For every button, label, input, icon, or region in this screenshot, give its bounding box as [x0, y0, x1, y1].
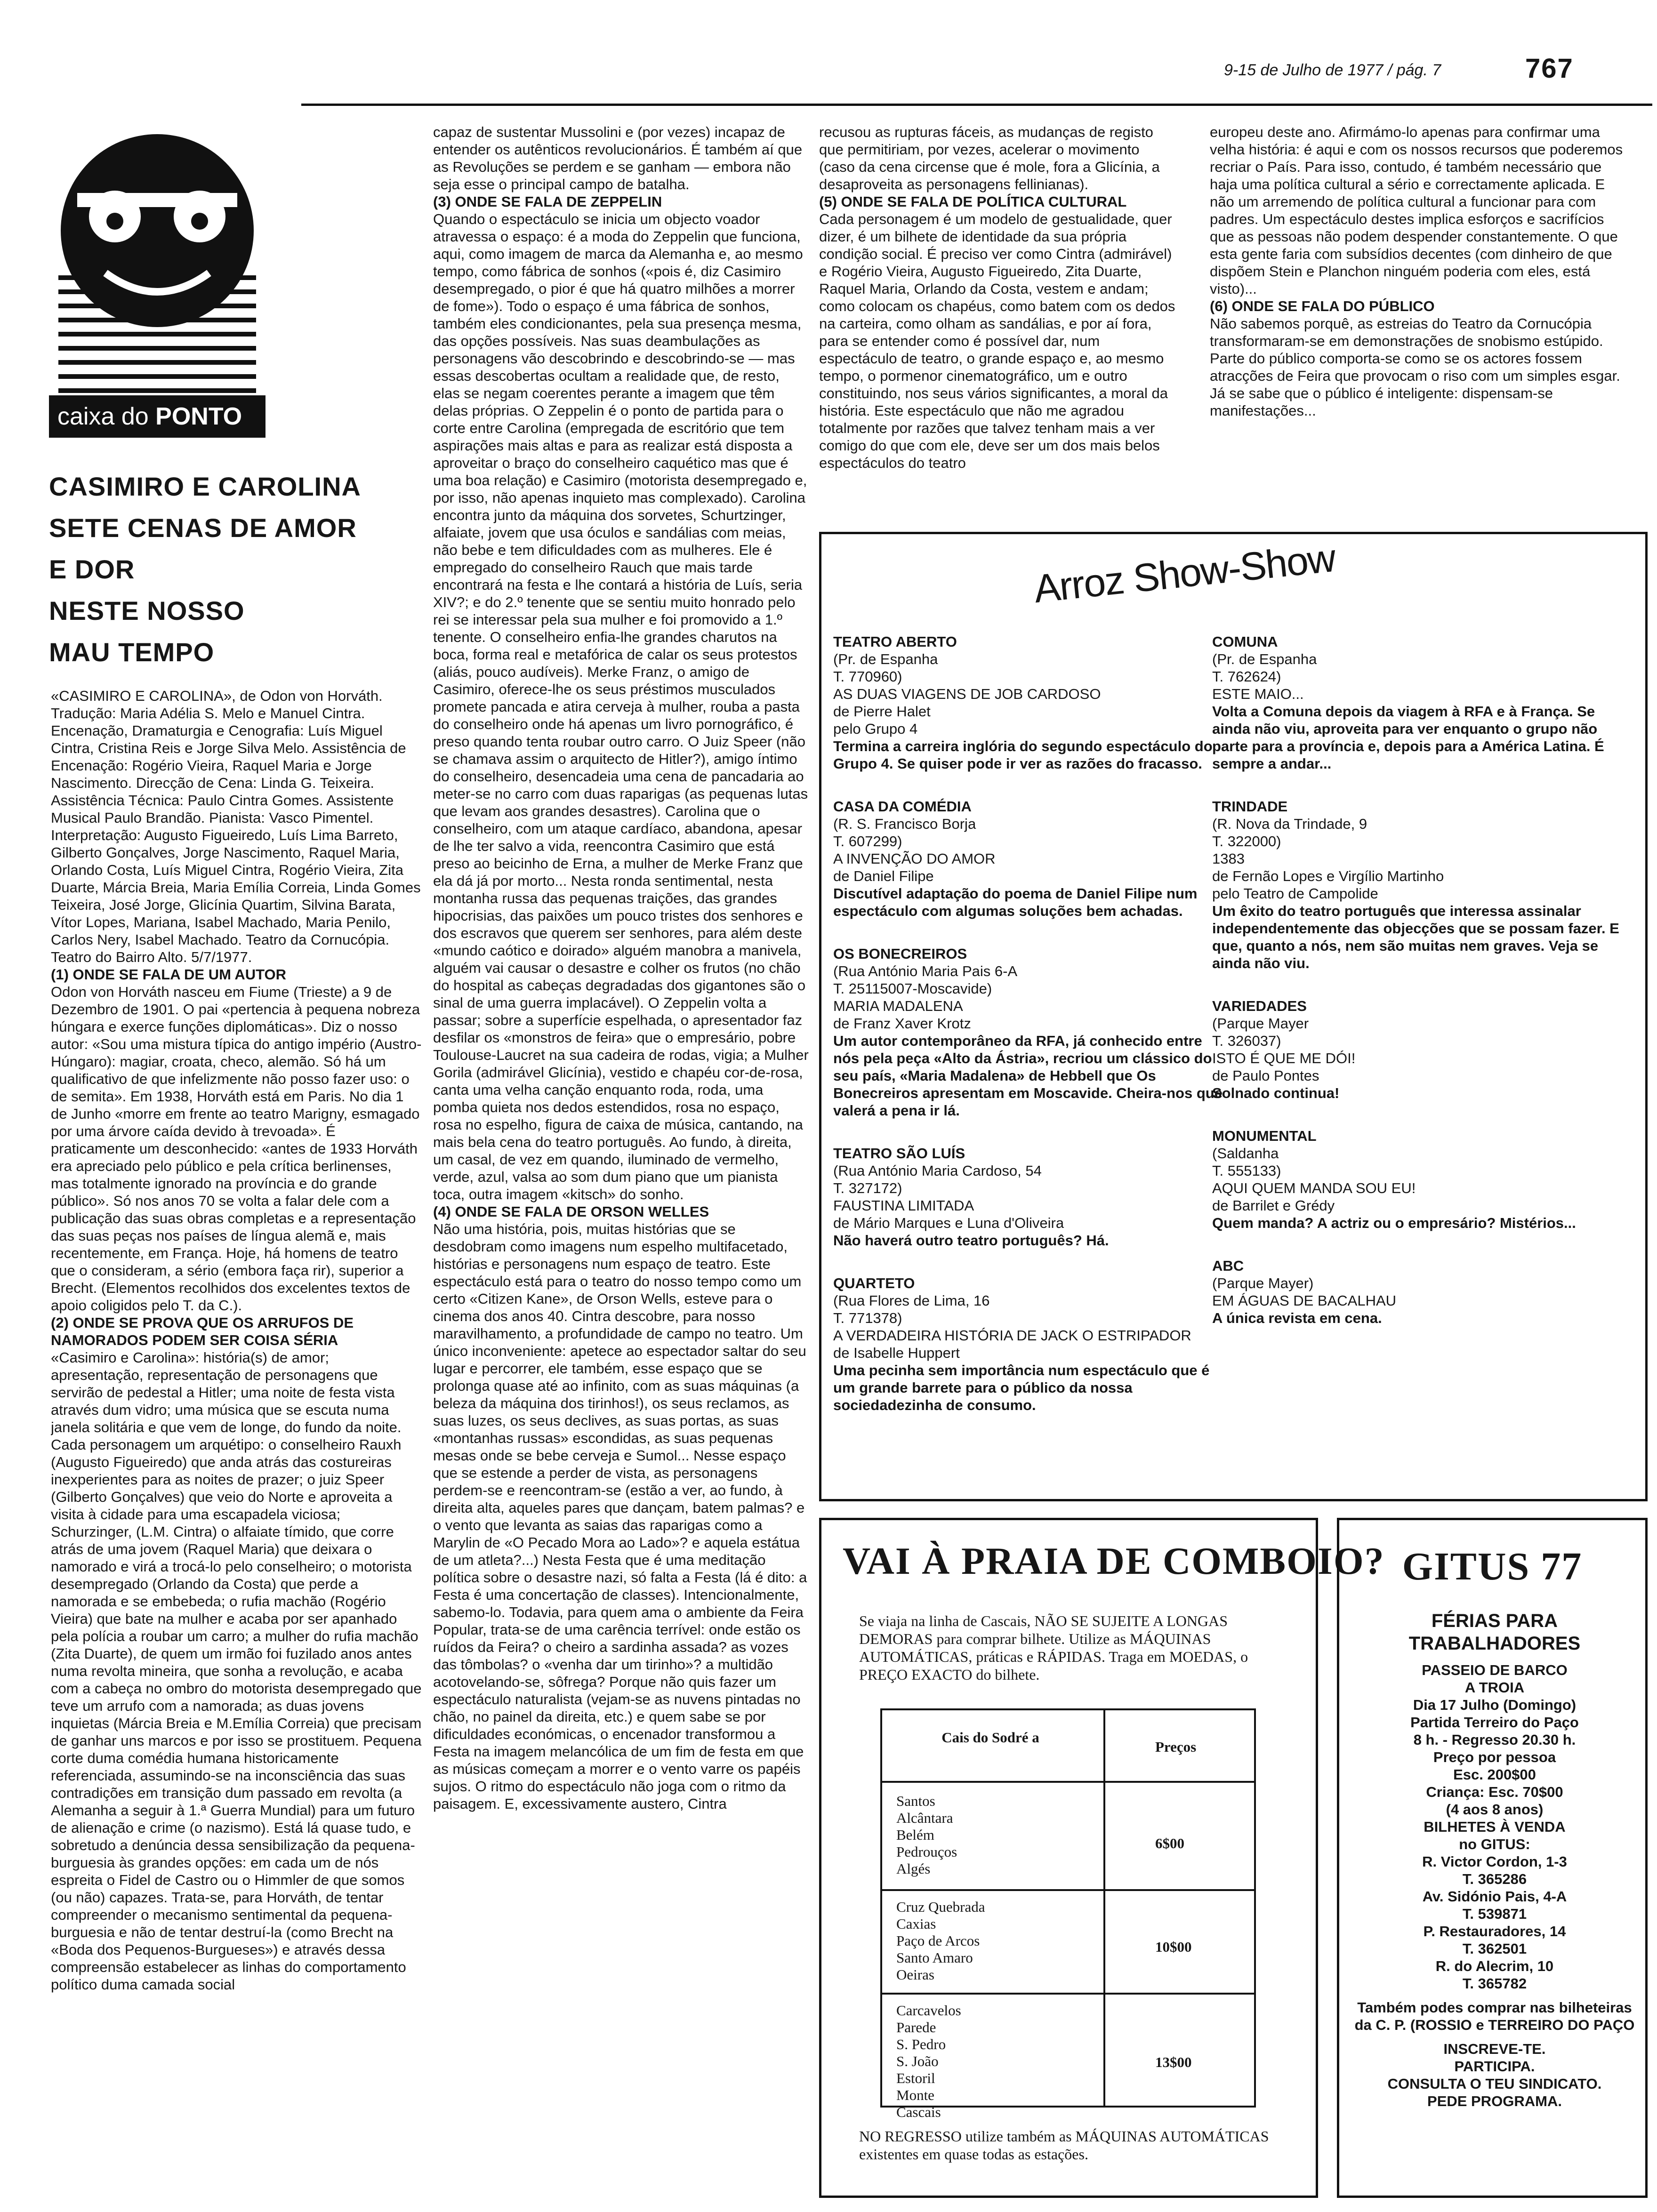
play-title: FAUSTINA LIMITADA — [833, 1197, 974, 1214]
play-title: A VERDADEIRA HISTÓRIA DE JACK O ESTRIPADOR — [833, 1327, 1191, 1344]
top-rule — [301, 104, 1652, 106]
play-credits: pelo Grupo 4 — [833, 721, 918, 737]
gitus-title: GITUS 77 — [1402, 1545, 1583, 1588]
train-ad-footer: NO REGRESSO utilize também as MÁQUINAS AUTOMÁTICAS existentes em quase todas as estações. — [859, 2128, 1269, 2163]
play-credits: de Franz Xaver Krotz — [833, 1015, 971, 1032]
venue-phone: T. 770960) — [833, 668, 902, 685]
train-ad-intro: Se viaja na linha de Cascais, NÃO SE SUJEITE A LONGAS DEMORAS para comprar bilhete. Utilize as MÁQUINAS AUTOMÁTICAS, práticas e RÁPIDAS. Traga em MOEDAS, o PREÇO EXACTO do bilhete. — [859, 1612, 1248, 1683]
station-name: Algés — [896, 1860, 931, 1877]
station-name: Oeiras — [896, 1966, 934, 1983]
section-logo — [49, 122, 265, 438]
table-header-price: Preços — [1155, 1739, 1197, 1755]
fare-stops — [896, 1899, 985, 1983]
venue-address: (R. S. Francisco Borja — [833, 816, 976, 832]
fare-table — [880, 1708, 1256, 2120]
section-heading: (1) ONDE SE FALA DE UM AUTOR — [51, 966, 287, 983]
play-credits: de Paulo Pontes — [1212, 1067, 1319, 1084]
station-name: Alcântara — [896, 1810, 953, 1826]
paragraph: Não uma história, pois, muitas histórias que se desdobram como imagens num espelho multifacetado, histórias e personagens num espaço de teatro. Este espectáculo está para o teatro do nosso tempo como um certo «Citizen Kane», de Orson Wells, esteve para o cinema dos anos 40. Cintra descobre, para nosso maravilhamento, a profundidade de campo no teatro. Um único inconveniente: apetece ao espectador saltar do seu lugar e percorrer, ele também, esse espaço que se prolonga quase até ao infinito, com as suas máquinas (a beleza da máquina dos tirinhos!), os seus reclamos, as suas luzes, os seus declives, as suas portas, as suas «montanhas russas» escondidas, as suas pequenas mesas onde se bebe cerveja e Sumol... Nesse espaço que se estende a perder de vista, as personagens perdem-se e reencontram-se (estão a ver, ao fundo, à direita alta, aqueles pares que dançam, batem palmas? e o vento que levanta as saias das raparigas como a Marylin de «O Pecado Mora ao Lado»? e aquela estátua de um atleta?...) Nesta Festa que é uma meditação política sobre o desastre nazi, só falta a Festa (lá é dito: a Festa é uma concertação de classes). Intencionalmente, sabemo-lo. Todavia, para quem ama o ambiente da Feira Popular, trata-se de uma carência terrível: onde estão os ruídos da Feira? o cheiro a sardinha assada? as vozes das tômbolas? o «venha dar um tirinho»? a multidão acotovelando-se, sôfrega? Porque não quis fazer um espectáculo naturalista (vejam-se as nuvens pintadas no chão, no painel da direita, etc.) e quem sabe se por dificuldades económicas, o encenador transformou a Festa na imagem melancólica de um fim de festa em que as músicas começam a morrer e o vento varre os papéis sujos. O ritmo do espectáculo não joga com o ritmo da paisagem. E, excessivamente austero, Cintra — [433, 1221, 807, 1812]
venue-address: (R. Nova da Trindade, 9 — [1212, 816, 1367, 832]
theatre-listings-box — [819, 532, 1648, 1501]
glasses-face-icon — [49, 122, 265, 395]
venue-address: (Rua António Maria Cardoso, 54 — [833, 1162, 1042, 1179]
venue-note: Um autor contemporâneo da RFA, já conhecido entre nós pela peça «Alto da Ástria», recriou um clássico do seu país, «Maria Madalena» de Hebbell que Os Bonecreiros apresentam em Moscavide. Cheira-nos que valerá a pena ir lá. — [833, 1033, 1223, 1119]
venue-listing — [833, 798, 1229, 920]
venue-listing — [833, 1145, 1229, 1249]
venue-name: TRINDADE — [1212, 798, 1288, 815]
play-title: ISTO É QUE ME DÓI! — [1212, 1050, 1356, 1066]
venue-phone: T. 326037) — [1212, 1033, 1281, 1049]
article-column-4 — [1210, 123, 1624, 533]
play-credits: pelo Teatro de Campolide — [1212, 885, 1378, 902]
play-title: EM ÁGUAS DE BACALHAU — [1212, 1292, 1397, 1309]
venue-name: QUARTETO — [833, 1275, 915, 1291]
section-heading: (4) ONDE SE FALA DE ORSON WELLES — [433, 1203, 709, 1220]
table-header-from: Cais do Sodré a — [941, 1729, 1039, 1746]
paragraph: europeu deste ano. Afirmámo-lo apenas para confirmar uma velha história: é aqui e com os nossos recursos que poderemos recriar o País. Para isso, contudo, é também necessário que haja uma política cultural a sério e correctamente aplicada. E não um arremendo de política cultural a funcionar para com padres. Um espectáculo destes implica esforços e sacrifícios que as pessoas não podem despender constantemente. O que esta gente faria com subsídios decentes (com dinheiro de que dispõem Stein e Planchon ninguém poderia com eles, está visto)... — [1210, 124, 1623, 297]
venue-name: VARIEDADES — [1212, 998, 1307, 1014]
table-divider — [1103, 1710, 1105, 2106]
train-ad-title: VAI À PRAIA DE COMBOIO? — [843, 1539, 1385, 1582]
venue-address: (Parque Mayer — [1212, 1015, 1309, 1032]
venue-note: A única revista em cena. — [1212, 1310, 1382, 1326]
venue-phone: T. 322000) — [1212, 833, 1281, 850]
section-heading: (5) ONDE SE FALA DE POLÍTICA CULTURAL — [819, 193, 1127, 210]
venue-address: (Pr. de Espanha — [833, 651, 938, 667]
play-credits: de Mário Marques e Luna d'Oliveira — [833, 1215, 1064, 1231]
table-divider — [882, 1889, 1254, 1891]
venue-listing — [833, 1274, 1229, 1414]
section-heading: (3) ONDE SE FALA DE ZEPPELIN — [433, 193, 662, 210]
venue-note: Quem manda? A actriz ou o empresário? Mistérios... — [1212, 1215, 1576, 1231]
venue-note: Uma pecinha sem importância num espectáculo que é um grande barrete para o público da nossa sociedadezinha de consumo. — [833, 1362, 1210, 1413]
venue-name: TEATRO ABERTO — [833, 633, 957, 650]
fare-stops — [896, 1793, 957, 1877]
station-name: Paço de Arcos — [896, 1932, 980, 1949]
venue-note: Termina a carreira inglória do segundo espectáculo do Grupo 4. Se quiser pode ir ver as razões do fracasso. — [833, 738, 1213, 772]
venue-listing — [1212, 1127, 1636, 1232]
venue-phone: T. 327172) — [833, 1180, 902, 1196]
section-label: caixa do PONTO — [49, 395, 265, 438]
venue-listing — [833, 945, 1229, 1119]
play-title: 1383 — [1212, 850, 1245, 867]
fare-stops — [896, 2002, 961, 2121]
venue-name: MONUMENTAL — [1212, 1128, 1317, 1144]
venue-phone: T. 762624) — [1212, 668, 1281, 685]
play-title: ESTE MAIO... — [1212, 686, 1304, 702]
listings-left-column — [833, 633, 1229, 1439]
venue-listing — [1212, 997, 1636, 1102]
venue-listing — [1212, 798, 1636, 972]
play-credits: de Daniel Filipe — [833, 868, 934, 884]
play-credits: de Isabelle Huppert — [833, 1345, 960, 1361]
station-name: Cascais — [896, 2104, 941, 2120]
venue-listing — [1212, 1257, 1636, 1327]
venue-name: OS BONECREIROS — [833, 946, 967, 962]
play-credits: de Pierre Halet — [833, 703, 931, 720]
article-column-1 — [51, 687, 423, 2203]
fare-price: 6$00 — [1155, 1835, 1184, 1851]
paragraph: recusou as rupturas fáceis, as mudanças de registo que permitiriam, por vezes, acelerar o movimento (caso da cena circense que é mole, fora a Glicínia, a desaproveita as personagens fellinianas). — [819, 124, 1160, 192]
station-name: Belém — [896, 1827, 934, 1843]
venue-note: Volta a Comuna depois da viagem à RFA e à França. Se ainda não viu, aproveita para ver enquanto o grupo não parte para a província e, depois para a América Latina. É sempre a andar... — [1212, 703, 1604, 772]
venue-listing — [833, 633, 1229, 772]
section-heading: (6) ONDE SE FALA DO PÚBLICO — [1210, 298, 1435, 314]
station-name: S. Pedro — [896, 2036, 946, 2052]
station-name: Cruz Quebrada — [896, 1899, 985, 1915]
gitus-body: FÉRIAS PARA TRABALHADORES PASSEIO DE BARCO A TROIA Dia 17 Julho (Domingo) Partida Terreiro do Paço 8 h. - Regresso 20.30 h. Preço por pessoa Esc. 200$00 Criança: Esc. 70$00 (4 aos 8 anos) BILHETES À VENDA no GITUS: R. Victor Cordon, 1-3 T. 365286 Av. Sidónio Pais, 4-A T. 539871 P. Restauradores, 14 T. 362501 R. do Alecrim, 10 T. 365782 Também podes comprar nas bilheteiras da C. P. (ROSSIO e TERREIRO DO PAÇO INSCREVE-TE. PARTICIPA. CONSULTA O TEU SINDICATO. PEDE PROGRAMA. — [1354, 1611, 1635, 2109]
paragraph: capaz de sustentar Mussolini e (por vezes) incapaz de entender os autênticos revolucionários. É também aí que as Revoluções se perdem e se ganham — embora não seja esse o principal campo de batalha. — [433, 124, 803, 192]
play-title: A INVENÇÃO DO AMOR — [833, 850, 996, 867]
venue-phone: T. 607299) — [833, 833, 902, 850]
venue-listing — [1212, 633, 1636, 772]
station-name: Santo Amaro — [896, 1949, 973, 1966]
station-name: Monte — [896, 2087, 934, 2103]
paragraph: Quando o espectáculo se inicia um objecto voador atravessa o espaço: é a moda do Zeppelin que funciona, aqui, como imagem de marca da Alemanha e, ao mesmo tempo, como fábrica de sonhos («pois é, diz Casimiro desempregado, o pior é que há quatro milhões a morrer de fome»). Todo o espaço é uma fábrica de sonhos, também eles condicionantes, pela sua presença mesma, das opções possíveis. Nas suas deambulações as personagens vão descobrindo e descobrindo-se — mas essas descobertas ocultam a realidade que, de resto, elas se negam coerentes perante a imagem que têm delas próprias. O Zeppelin é o ponto de partida para o corte entre Carolina (empregada de escritório que tem aspirações mais altas e para as realizar está disposta a aproveitar o braço do conselheiro caquético mas que é uma boa relação) e Casimiro (motorista desempregado e, por isso, não apenas inquieto mas complexado). Carolina encontra junto da máquina dos sorvetes, Schurtzinger, alfaiate, jovem que usa óculos e sandálias com meias, não bebe e tem dificuldades com as mulheres. Ele é empregado do conselheiro Rauch que mais tarde encontrará na festa e lhe contará a história de Luís, seria XIV?; e do 2.º tenente que se sentiu muito honrado pelo rei se interessar pela sua mulher e foi promovido a 1.º tenente. O conselheiro enfia-lhe grandes charutos na boca, forma real e metafórica de calar os seus protestos (aliás, pouco audíveis). Merke Franz, o amigo de Casimiro, oferece-lhe os seus préstimos musculados promete pancada e atira cerveja à mulher, rouba a pasta do conselheiro onde há apenas um livro pornográfico, é preso quando tenta roubar outro carro. O Juiz Speer (não se chamava assim o arquitecto de Hitler?), amigo íntimo do conselheiro, desencadeia uma cena de pancadaria ao meter-se no carro com duas raparigas (as pequenas lutas que levam aos grandes desastres). Carolina que o conselheiro, com um ataque cardíaco, abandona, apesar de lhe ter salvo a vida, reencontra Casimiro que está preso ao beicinho de Erna, a mulher de Merke Franz que ela dá já por morto... Nesta ronda sentimental, nesta montanha russa das pequenas traições, das grandes hipocrisias, das paixões um pouco tristes dos senhores e dos escravos que querem ser senhores, para além deste «mundo caótico e doirado» alguém manobra a manivela, alguém vai causar o desastre e colher os frutos (no chão do hospital as cabeças degradadas dos gigantones são o sinal de uma guerra implacável). O Zeppelin volta a passar; sobre a superfície espelhada, o apresentador faz desfilar os «monstros de feira» que o empresário, pobre Toulouse-Laucret na sua cadeira de rodas, vigia; a Mulher Gorila (admirável Glicínia), vestido e chapéu cor-de-rosa, canta uma velha canção enquanto roda, roda, uma pomba quieta nos dedos estendidos, rosa no espaço, rosa no espelho, figura de caixa de música, cantando, na mais bela cena do teatro português. Ao fundo, à direita, um casal, de vez em quando, iluminado de vermelho, verde, azul, valsa ao som dum piano que um pianista toca, outra imagem «kitsch» do sonho. — [433, 211, 809, 1202]
station-name: Carcavelos — [896, 2002, 961, 2019]
issue-date-page: 9-15 de Julho de 1977 / pág. 7 — [1224, 61, 1441, 79]
gitus-ad — [1337, 1518, 1648, 2198]
paragraph: «Casimiro e Carolina»: história(s) de amor; apresentação, representação de personagens que servirão de pedestal a Hitler; uma noite de festa vista através dum vidro; uma música que se escuta numa janela solitária e que vem de longe, do fundo da noite. Cada personagem um arquétipo: o conselheiro Rauxh (Augusto Figueiredo) que anda atrás das costureiras inexperientes para as noites de prazer; o juiz Speer (Gilberto Gonçalves) que veio do Norte e aproveita a visita à cidade para uma escapadela viciosa; Schurzinger, (L.M. Cintra) o alfaiate tímido, que corre atrás de uma jovem (Raquel Maria) que deixara o namorado e virá a trocá-lo pelo conselheiro; o motorista desempregado (Orlando da Costa) que perde a namorada e se embebeda; o rufia machão (Rogério Vieira) que bate na mulher e acaba por ser apanhado pela polícia a roubar um carro; a mulher do rufia machão (Zita Duarte), de quem um irmão foi fuzilado anos antes numa revolta mineira, que sonha a revolução, e acaba com a cabeça no ombro do motorista desempregado que teve um arrufo com a namorada; as duas jovens inquietas (Márcia Breia e M.Emília Correia) que precisam de ganhar uns marcos e por isso se prostituem. Pequena corte duma comédia humana historicamente referenciada, assumindo-se na inconsciência das suas contradições em transição dum passado em revolta (a Alemanha a seguir à 1.ª Guerra Mundial) para um futuro de alienação e crime (o nazismo). Está lá quase tudo, e sobretudo a denúncia dessa sensibilização da pequena-burguesia às grandes opções: em cada um de nós espreita o Fidel de Castro ou o Himmler de que somos (ou não) capazes. Trata-se, para Horváth, de tentar compreender o mecanismo sentimental da pequena-burguesia e não de tentar destruí-la (como Brecht na «Boda dos Pequenos-Burgueses») e através dessa compreensão estabelecer as linhas do comportamento político duma camada social — [51, 1349, 422, 1993]
venue-address: (Rua Flores de Lima, 16 — [833, 1292, 990, 1309]
venue-note: Não haverá outro teatro português? Há. — [833, 1232, 1109, 1249]
play-title: AS DUAS VIAGENS DE JOB CARDOSO — [833, 686, 1101, 702]
article-column-3 — [819, 123, 1177, 509]
listings-right-column — [1212, 633, 1636, 1352]
venue-name: ABC — [1212, 1258, 1244, 1274]
venue-note: Solnado continua! — [1212, 1085, 1340, 1101]
station-name: Santos — [896, 1793, 935, 1809]
section-heading: (2) ONDE SE PROVA QUE OS ARRUFOS DE NAMORADOS PODEM SER COISA SÉRIA — [51, 1314, 354, 1348]
article-headline: CASIMIRO E CAROLINA SETE CENAS DE AMOR E DOR NESTE NOSSO MAU TEMPO — [49, 472, 361, 667]
venue-address: (Pr. de Espanha — [1212, 651, 1317, 667]
venue-phone: T. 771378) — [833, 1310, 902, 1326]
venue-note: Discutível adaptação do poema de Daniel Filipe num espectáculo com algumas soluções bem achadas. — [833, 885, 1198, 919]
credits-paragraph: «CASIMIRO E CAROLINA», de Odon von Horváth. Tradução: Maria Adélia S. Melo e Manuel Cintra. Encenação, Dramaturgia e Cenografia: Luís Miguel Cintra, Cristina Reis e Jorge Silva Melo. Assistência de Encenação: Rogério Vieira, Raquel Maria e Jorge Nascimento. Direcção de Cena: Linda G. Teixeira. Assistência Técnica: Paulo Cintra Gomes. Assistente Musical Paulo Brandão. Pianista: Vasco Pimentel. Interpretação: Augusto Figueiredo, Luís Lima Barreto, Gilberto Gonçalves, Jorge Nascimento, Raquel Maria, Orlando Costa, Luís Miguel Cintra, Rogério Vieira, Zita Duarte, Márcia Breia, Maria Emília Correia, Linda Gomes Teixeira, José Jorge, Glicínia Quartim, Silvina Barata, Vítor Lopes, Mariana, Isabel Machado, Maria Penilo, Carlos Nery, Isabel Machado. Teatro da Cornucópia. Teatro do Bairro Alto. 5/7/1977. — [51, 688, 421, 965]
article-column-2 — [433, 123, 810, 2204]
paragraph: Odon von Horváth nasceu em Fiume (Trieste) a 9 de Dezembro de 1901. O pai «pertencia à pequena nobreza húngara e exerce funções diplomáticas». Diz o nosso autor: «Sou uma mistura típica do antigo império (Austro-Húngaro): magiar, croata, checo, alemão. Só há um qualificativo de que infelizmente não posso fazer uso: o de semita». Em 1938, Horváth está em Paris. No dia 1 de Junho «morre em frente ao teatro Marigny, esmagado por uma árvore caída devido à trevoada». É praticamente um desconhecido: «antes de 1933 Horváth era apreciado pelo público e pela crítica berlinenses, mas totalmente ignorado na província e do grande público». Só nos anos 70 se volta a falar dele com a publicação das suas obras completas e a representação das suas peças nos países de língua alemã e, mais recentemente, em França. Hoje, há homens de teatro que o consideram, a sério (embora faça rir), superior a Brecht. (Elementos recolhidos dos excelentes textos de apoio coligidos pelo T. da C.). — [51, 984, 422, 1314]
station-name: Pedrouços — [896, 1843, 957, 1860]
venue-address: (Saldanha — [1212, 1145, 1279, 1162]
venue-name: COMUNA — [1212, 633, 1278, 650]
paragraph: Não sabemos porquê, as estreias do Teatro da Cornucópia transformaram-se em demonstrações de snobismo estúpido. Parte do público comporta-se como se os actores fossem atracções de Feira que provocam o riso com um simples esgar. Já se sabe que o público é inteligente: dispensam-se manifestações... — [1210, 315, 1620, 419]
play-title: AQUI QUEM MANDA SOU EU! — [1212, 1180, 1416, 1196]
listings-title: Arroz Show-Show — [1031, 535, 1337, 611]
fare-price: 10$00 — [1155, 1939, 1192, 1955]
venue-phone: T. 555133) — [1212, 1162, 1281, 1179]
paragraph: Cada personagem é um modelo de gestualidade, quer dizer, é um bilhete de identidade da sua própria condição social. É preciso ver como Cintra (admirável) e Rogério Vieira, Augusto Figueiredo, Zita Duarte, Raquel Maria, Orlando da Costa, vestem e andam; como colocam os chapéus, como batem com os dedos na carteira, como olham as sandálias, e por aí fora, para se entender como é possível dar, num espectáculo de teatro, o grande espaço e, ao mesmo tempo, o pormenor cinematográfico, um e outro constituindo, nos seus vários significantes, a moral da história. Este espectáculo que não me agradou totalmente por razões que talvez tenham mais a ver comigo do que com ele, deve ser um dos mais belos espectáculos do teatro — [819, 211, 1175, 471]
play-credits: de Barrilet e Grédy — [1212, 1197, 1335, 1214]
play-title: MARIA MADALENA — [833, 998, 963, 1014]
venue-address: (Parque Mayer) — [1212, 1275, 1314, 1291]
fare-price: 13$00 — [1155, 2054, 1192, 2070]
play-credits: de Fernão Lopes e Virgílio Martinho — [1212, 868, 1444, 884]
station-name: Estoril — [896, 2070, 935, 2086]
masthead-logo: 767 — [1525, 53, 1574, 84]
venue-name: TEATRO SÃO LUÍS — [833, 1145, 965, 1162]
station-name: Parede — [896, 2019, 936, 2036]
venue-address: (Rua António Maria Pais 6-A — [833, 963, 1018, 979]
station-name: S. João — [896, 2053, 939, 2069]
venue-note: Um êxito do teatro português que interessa assinalar independentemente das objecções que se possam fazer. E que, quanto a nós, nem são muitas nem graves. Veja se ainda não viu. — [1212, 903, 1619, 971]
train-ad — [819, 1518, 1385, 2198]
table-divider — [882, 1781, 1254, 1783]
venue-phone: T. 25115007-Moscavide) — [833, 980, 992, 997]
table-divider — [882, 1993, 1254, 1995]
station-name: Caxias — [896, 1915, 936, 1932]
venue-name: CASA DA COMÉDIA — [833, 798, 972, 815]
